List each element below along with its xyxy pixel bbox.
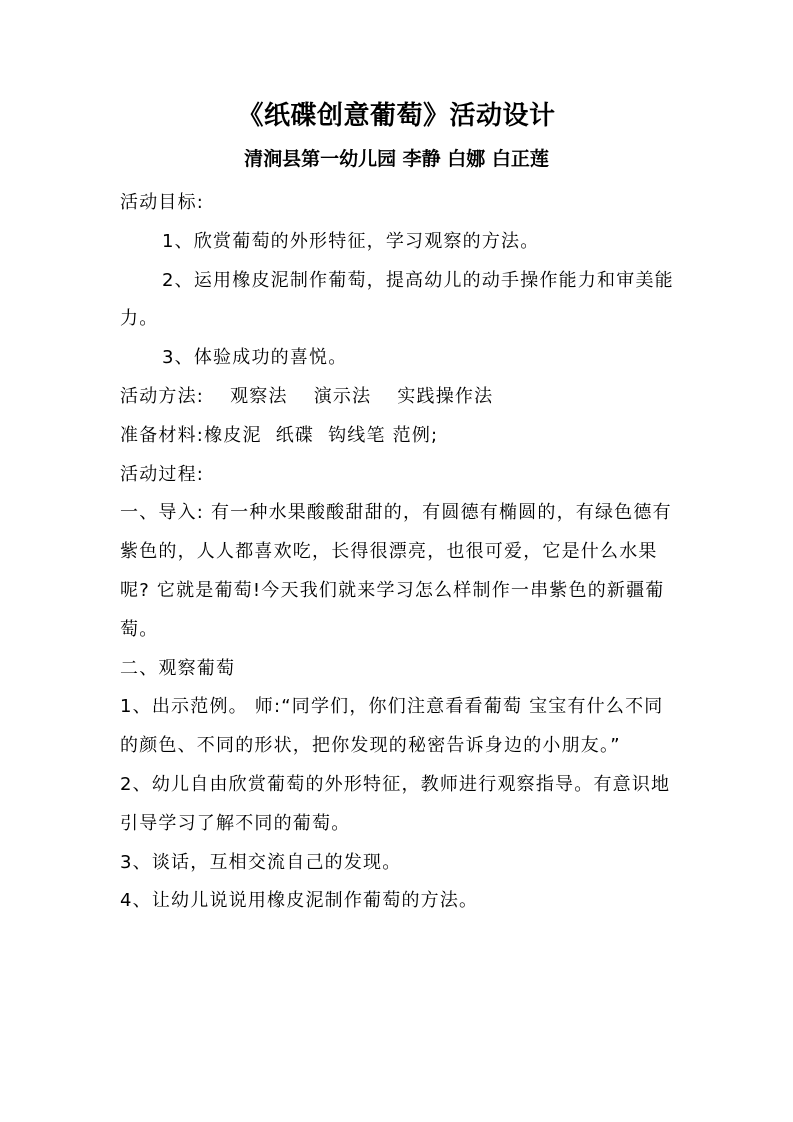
document-title: 《纸碟创意葡萄》活动设计 <box>237 101 556 131</box>
process-paragraph: 1、出示范例。 师:“同学们，你们注意看看葡萄 宝宝有什么不同的颜色、不同的形状，把你发现的秘密告诉身边的小朋友。” <box>120 696 664 757</box>
process-heading: 活动过程: <box>120 463 205 485</box>
process-paragraph: 3、谈话，互相交流自己的发现。 <box>120 851 402 873</box>
document-authors: 清涧县第一幼儿园 李静 白娜 白正莲 <box>244 148 549 170</box>
document-body <box>120 184 675 921</box>
material-item: 钩线笔 <box>328 424 386 446</box>
method-item: 实践操作法 <box>397 385 494 407</box>
process-paragraph: 一、导入: 有一种水果酸酸甜甜的，有圆德有椭圆的，有绿色德有紫色的，人人都喜欢吃，长得很漂亮，也很可爱，它是什么水果呢? 它就是葡萄!今天我们就来学习怎么样制作一串紫色的新疆葡萄。 <box>120 502 672 640</box>
material-item: 橡皮泥 <box>204 424 262 446</box>
method-item: 观察法 <box>230 385 288 407</box>
method-item: 演示法 <box>313 385 372 407</box>
process-paragraph: 二、观察葡萄 <box>120 657 236 679</box>
process-paragraph: 2、幼儿自由欣赏葡萄的外形特征，教师进行观察指导。有意识地引导学习了解不同的葡萄。 <box>120 773 671 834</box>
process-paragraph: 4、让幼儿说说用橡皮泥制作葡萄的方法。 <box>120 890 479 912</box>
goal-item: 3、体验成功的喜悦。 <box>162 347 348 369</box>
materials-line <box>120 417 675 456</box>
goals-heading: 活动目标: <box>120 192 205 213</box>
goal-item: 1、欣赏葡萄的外形特征，学习观察的方法。 <box>162 230 540 252</box>
materials-label: 准备材料: <box>120 424 205 446</box>
methods-line <box>120 378 675 417</box>
material-item: 纸碟 <box>275 424 315 446</box>
material-item: 范例; <box>392 424 439 446</box>
methods-label: 活动方法: <box>120 385 205 407</box>
goal-item: 2、运用橡皮泥制作葡萄，提高幼儿的动手操作能力和审美能力。 <box>120 269 674 330</box>
